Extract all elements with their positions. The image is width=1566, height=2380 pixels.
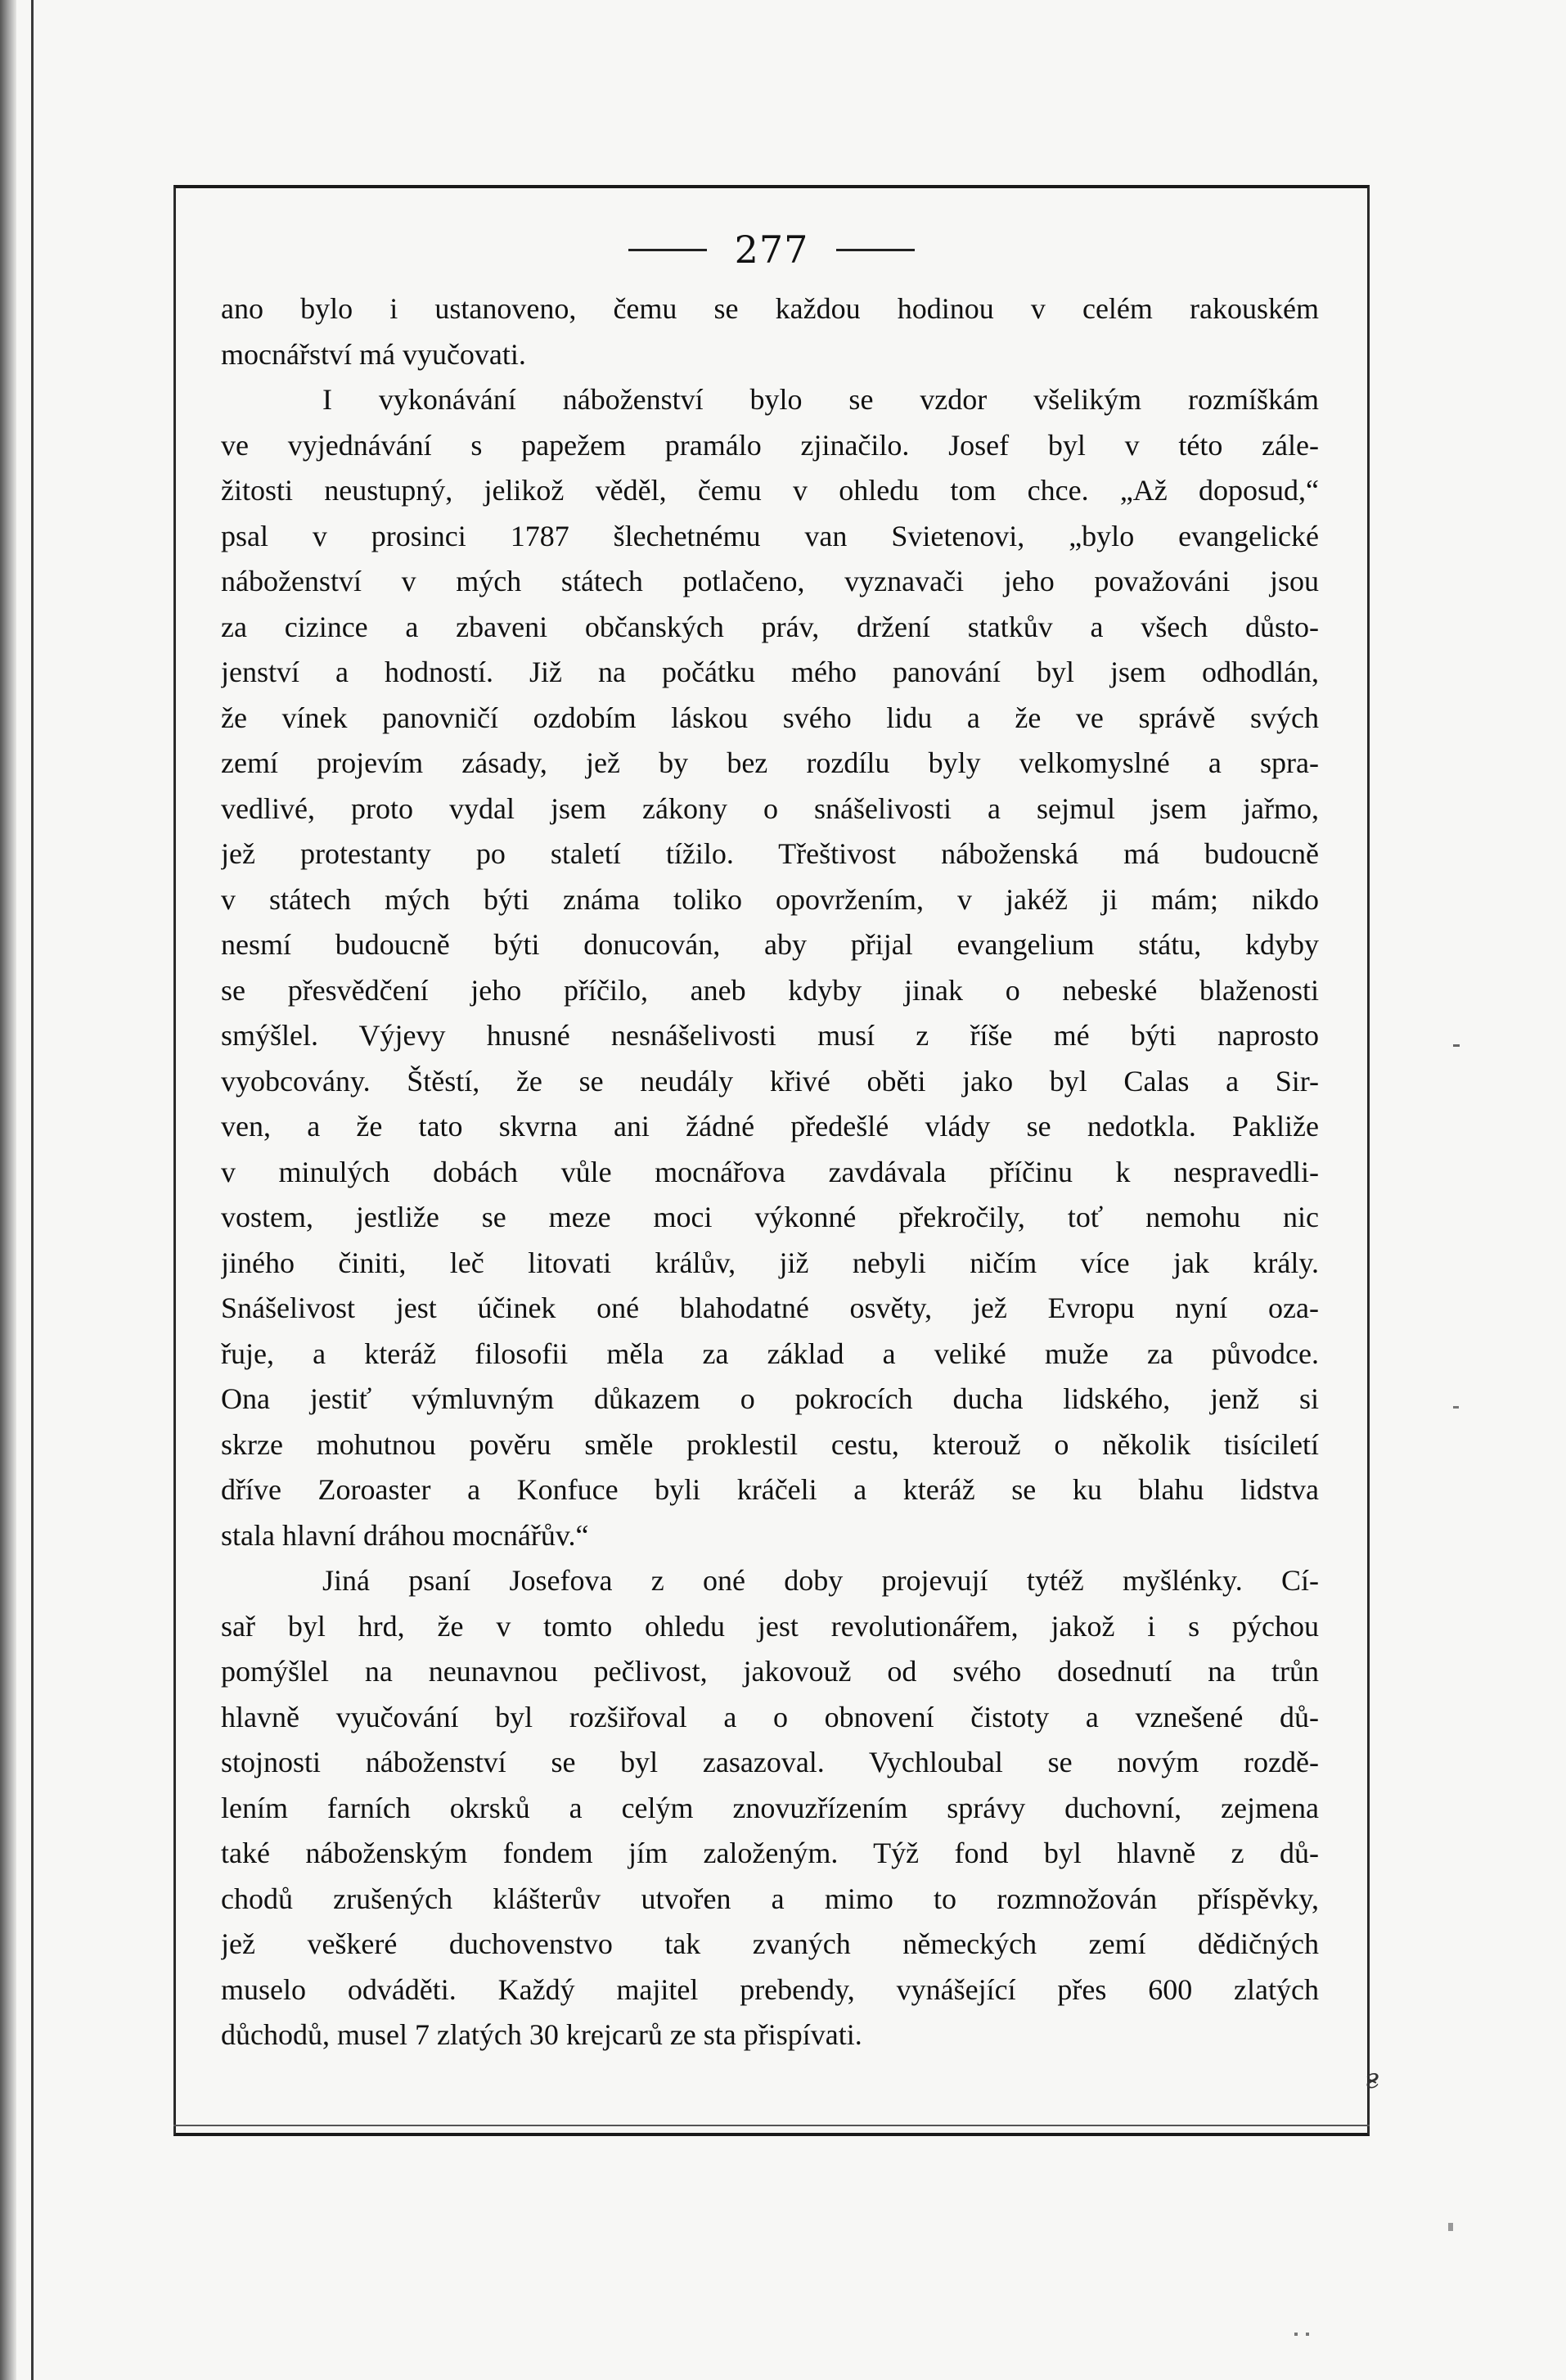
text-line: v státech mých býti známa toliko opovržením, v jakéž ji mám; nikdo [221, 882, 1319, 916]
text-line: Jiná psaní Josefova z oné doby projevují tytéž myšlénky. Cí- [322, 1564, 1319, 1597]
text-line: hlavně vyučování byl rozšiřoval a o obnovení čistoty a vznešené dů- [221, 1700, 1319, 1733]
text-line: smýšlel. Výjevy hnusné nesnášelivosti musí z říše mé býti naprosto [221, 1019, 1319, 1052]
text-line: jež veškeré duchovenstvo tak zvaných německých zemí dědičných [221, 1927, 1319, 1960]
scan-speck [1453, 1044, 1460, 1047]
text-line: nesmí budoucně býti donucován, aby přijal evangelium státu, kdyby [221, 928, 1319, 961]
text-line: pomýšlel na neunavnou pečlivost, jakovouž od svého dosednutí na trůn [221, 1655, 1319, 1688]
text-line: za cizince a zbaveni občanských práv, držení statkův a všech důsto- [221, 610, 1319, 643]
text-line: I vykonávání náboženství bylo se vzdor všelikým rozmíškám [322, 383, 1319, 416]
text-line: v minulých dobách vůle mocnářova zavdávala příčinu k nespravedli- [221, 1155, 1319, 1188]
scan-gutter-line [31, 0, 34, 2380]
text-line: muselo odváděti. Každý majitel prebendy, vynášející přes 600 zlatých [221, 1972, 1319, 2006]
header-dash-left [628, 249, 707, 251]
text-line: Ona jestiť výmluvným důkazem o pokrocích ducha lidského, jenž si [221, 1382, 1319, 1415]
text-line: důchodů, musel 7 zlatých 30 krejcarů ze sta přispívati. [221, 2018, 862, 2051]
text-line: jiného činiti, leč litovati králův, již nebyli ničím více jak krály. [221, 1246, 1319, 1279]
scan-edge-shadow [0, 0, 16, 2380]
text-line: že vínek panovničí ozdobím láskou svého lidu a že ve správě svých [221, 701, 1319, 734]
text-line: mocnářství má vyučovati. [221, 337, 526, 371]
scan-speck [1294, 2333, 1298, 2336]
text-line: psal v prosinci 1787 šlechetnému van Svietenovi, „bylo evangelické [221, 519, 1319, 552]
text-line: dříve Zoroaster a Konfuce byli kráčeli a kteráž se ku blahu lidstva [221, 1473, 1319, 1506]
text-line: ano bylo i ustanoveno, čemu se každou hodinou v celém rakouském [221, 292, 1319, 325]
scan-speck [1448, 2223, 1453, 2231]
text-line: vedlivé, proto vydal jsem zákony o snášelivosti a sejmul jsem jařmo, [221, 791, 1319, 825]
body-text [221, 286, 1319, 2058]
text-line: vostem, jestliže se meze moci výkonné překročily, toť nemohu nic [221, 1201, 1319, 1233]
frame-bottom-rule [173, 2125, 1370, 2126]
text-line: jež protestanty po staletí tížilo. Třeštivost náboženská má budoucně [221, 837, 1319, 870]
text-line: skrze mohutnou pověru směle proklestil cestu, kterouž o několik tisíciletí [221, 1427, 1319, 1461]
text-line: stojnosti náboženství se byl zasazoval. Vychloubal se novým rozdě- [221, 1746, 1319, 1778]
text-line: se přesvědčení jeho příčilo, aneb kdyby jinak o nebeské blaženosti [221, 973, 1319, 1007]
ink-mark: ғ [1365, 2062, 1379, 2095]
text-line: lením farních okrsků a celým znovuzřízením správy duchovní, zejmena [221, 1791, 1319, 1824]
text-line: náboženství v mých státech potlačeno, vyznavači jeho považováni jsou [221, 565, 1319, 597]
text-line: stala hlavní dráhou mocnářův.“ [221, 1518, 589, 1552]
page-number: 277 [734, 228, 809, 272]
text-line: také náboženským fondem jím založeným. Týž fond byl hlavně z dů- [221, 1837, 1319, 1869]
text-line: ve vyjednávání s papežem pramálo zjinačilo. Josef byl v této zále- [221, 428, 1319, 462]
header-dash-right [836, 249, 915, 251]
text-line: ven, a že tato skvrna ani žádné předešlé vlády se nedotkla. Pakliže [221, 1110, 1319, 1143]
text-line: jenství a hodností. Již na počátku mého panování byl jsem odhodlán, [221, 656, 1319, 688]
text-line: sař byl hrd, že v tomto ohledu jest revolutionářem, jakož i s pýchou [221, 1609, 1319, 1643]
text-line: chodů zrušených klášterův utvořen a mimo to rozmnožován příspěvky, [221, 1882, 1319, 1915]
text-line: žitosti neustupný, jelikož věděl, čemu v ohledu tom chce. „Až doposud,“ [221, 474, 1319, 507]
scan-speck [1453, 1406, 1459, 1409]
text-line: řuje, a kteráž filosofii měla za základ a veliké muže za původce. [221, 1336, 1319, 1370]
text-line: vyobcovány. Štěstí, že se neudály křivé oběti jako byl Calas a Sir- [221, 1064, 1319, 1098]
scan-speck [1306, 2333, 1309, 2336]
text-line: Snášelivost jest účinek oné blahodatné osvěty, jež Evropu nyní oza- [221, 1291, 1319, 1324]
text-line: zemí projevím zásady, jež by bez rozdílu byly velkomyslné a spra- [221, 746, 1319, 779]
page-header [173, 221, 1370, 278]
